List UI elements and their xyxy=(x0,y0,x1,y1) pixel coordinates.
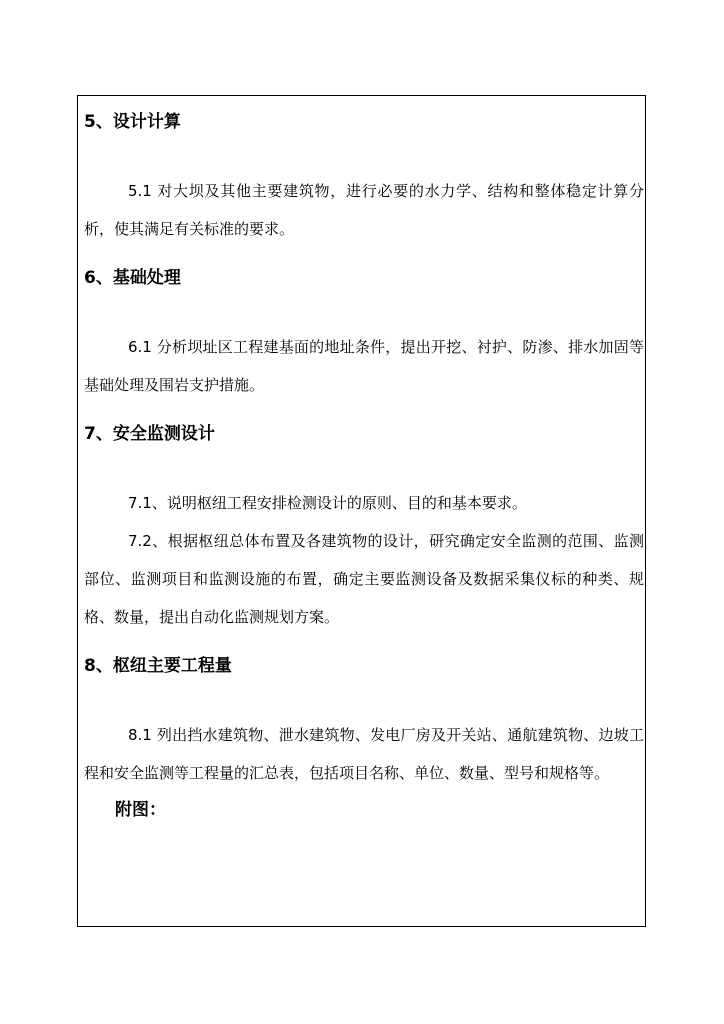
section-design-calculation xyxy=(84,110,644,248)
section-main-quantities xyxy=(84,654,644,792)
section-heading: 7、安全监测设计 xyxy=(84,424,215,444)
section-paragraph: 7.1、说明枢纽工程安排检测设计的原则、目的和基本要求。 xyxy=(128,494,527,512)
section-heading: 8、枢纽主要工程量 xyxy=(84,656,232,676)
document-content xyxy=(84,110,644,822)
section-paragraph: 8.1 列出挡水建筑物、泄水建筑物、发电厂房及开关站、通航建筑物、边坡工程和安全监测等工程量的汇总表，包括项目名称、单位、数量、型号和规格等。 xyxy=(84,726,644,782)
section-paragraph: 6.1 分析坝址区工程建基面的地址条件，提出开挖、衬护、防渗、排水加固等基础处理及围岩支护措施。 xyxy=(84,338,644,394)
section-paragraph: 7.2、根据枢纽总体布置及各建筑物的设计，研究确定安全监测的范围、监测部位、监测项目和监测设施的布置，确定主要监测设备及数据采集仪标的种类、规格、数量，提出自动化监测规划方案。 xyxy=(84,532,644,626)
section-heading: 5、设计计算 xyxy=(84,112,181,132)
section-paragraph: 5.1 对大坝及其他主要建筑物，进行必要的水力学、结构和整体稳定计算分析，使其满足有关标准的要求。 xyxy=(84,182,644,238)
appendix-label: 附图： xyxy=(115,800,166,820)
section-foundation-treatment xyxy=(84,266,644,404)
section-heading: 6、基础处理 xyxy=(84,268,181,288)
section-safety-monitoring xyxy=(84,422,644,636)
